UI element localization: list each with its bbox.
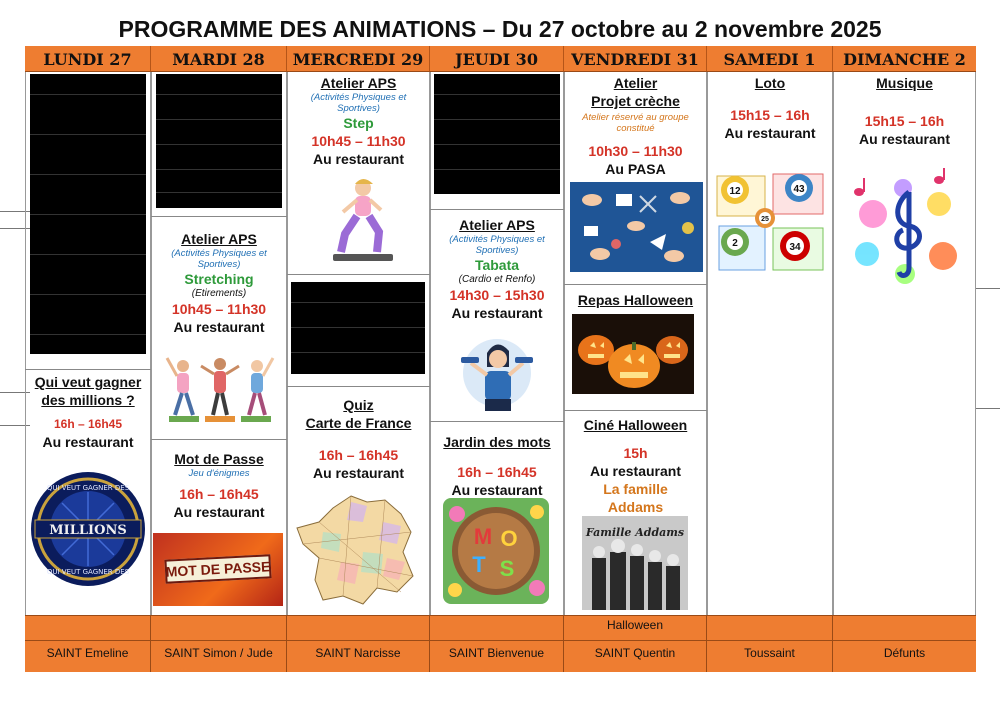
event-title: Atelier APS xyxy=(320,75,397,91)
event-title: Quiz xyxy=(343,397,374,413)
stray-line xyxy=(975,408,1000,409)
event-activity: Tabata xyxy=(474,257,520,273)
craft-workshop-image xyxy=(570,182,703,272)
event-subtitle: Jeu d'énigmes xyxy=(188,468,250,479)
saints-row xyxy=(25,640,976,672)
column-samedi xyxy=(707,72,833,615)
dimanche-musique-event xyxy=(835,74,974,148)
event-cell xyxy=(833,616,976,640)
event-subtitle: Atelier réservé au groupe constitué xyxy=(582,112,689,134)
event-cell xyxy=(430,616,564,640)
redacted-block xyxy=(156,74,282,208)
millions-logo-text: MILLIONS xyxy=(49,523,127,538)
event-cell xyxy=(25,616,151,640)
day-header-vendredi: VENDREDI 31 xyxy=(564,46,707,72)
day-header-samedi: SAMEDI 1 xyxy=(707,46,833,72)
film-title: La famille xyxy=(603,481,668,497)
jeudi-aps-event xyxy=(432,216,562,322)
day-header-mardi: MARDI 28 xyxy=(151,46,287,72)
event-place: Au PASA xyxy=(605,161,666,177)
event-subtitle: (Activités Physiques et Sportives) xyxy=(310,92,407,114)
event-time: 15h15 – 16h xyxy=(730,107,810,123)
events-row xyxy=(25,615,976,640)
mots-letter: M xyxy=(473,524,493,549)
event-title: Musique xyxy=(876,75,933,91)
day-header-mercredi: MERCREDI 29 xyxy=(287,46,430,72)
event-note: (Cardio et Renfo) xyxy=(458,274,536,285)
stray-line xyxy=(975,288,1000,289)
event-time: 10h45 – 11h30 xyxy=(171,301,267,317)
event-title: Mot de Passe xyxy=(174,451,264,467)
stretching-image xyxy=(163,346,277,426)
loto-ball-number: 43 xyxy=(793,184,805,195)
page-title: PROGRAMME DES ANIMATIONS – Du 27 octobre au 2 novembre 2025 xyxy=(118,16,882,42)
loto-ball-number: 12 xyxy=(729,186,741,197)
saint-cell: SAINT Narcisse xyxy=(287,641,430,672)
addams-family-poster-image xyxy=(582,516,688,610)
schedule-grid xyxy=(25,46,976,672)
redacted-block xyxy=(434,74,560,194)
event-title: des millions ? xyxy=(41,392,135,408)
event-cell xyxy=(287,616,430,640)
loto-ball-number: 2 xyxy=(732,238,738,249)
cell-divider xyxy=(25,369,151,370)
event-time: 16h – 16h45 xyxy=(318,447,399,463)
vendredi-cine-event xyxy=(566,416,705,516)
cell-divider xyxy=(430,209,564,210)
event-activity: Step xyxy=(343,115,374,131)
france-map-image xyxy=(293,492,425,610)
event-time: 16h – 16h45 xyxy=(457,464,537,480)
event-time: 14h30 – 15h30 xyxy=(449,287,545,303)
loto-ball-number: 34 xyxy=(789,242,801,253)
event-time: 15h15 – 16h xyxy=(864,113,945,129)
day-header-jeudi: JEUDI 30 xyxy=(430,46,564,72)
jeudi-jardin-event xyxy=(432,433,562,499)
event-time: 16h – 16h45 xyxy=(179,486,259,502)
saint-cell: SAINT Bienvenue xyxy=(430,641,564,672)
saint-cell: SAINT Simon / Jude xyxy=(151,641,287,672)
loto-balls-image xyxy=(713,166,827,278)
mots-letter: T xyxy=(472,552,486,577)
event-title: Repas Halloween xyxy=(577,292,694,308)
event-title: Qui veut gagner xyxy=(34,374,142,390)
column-dimanche xyxy=(833,72,976,615)
event-place: Au restaurant xyxy=(312,151,405,167)
millions-logo-image xyxy=(29,470,147,588)
day-header-lundi: LUNDI 27 xyxy=(25,46,151,72)
event-subtitle: (Activités Physiques et Sportives) xyxy=(449,234,545,256)
film-title: Addams xyxy=(607,499,664,515)
saint-cell: SAINT Emeline xyxy=(25,641,151,672)
event-title: Projet crèche xyxy=(591,93,680,109)
mot-de-passe-logo-image xyxy=(153,533,283,606)
event-title: Ciné Halloween xyxy=(583,417,688,433)
event-subtitle: (Activités Physiques et Sportives) xyxy=(171,248,267,270)
event-title: Carte de France xyxy=(305,415,412,431)
event-place: Au restaurant xyxy=(312,465,405,481)
poster-title-text: Famille Addams xyxy=(585,526,685,539)
lundi-qvgdm-event xyxy=(25,373,151,451)
event-place: Au restaurant xyxy=(724,125,816,141)
event-place: Au restaurant xyxy=(451,305,543,321)
event-cell xyxy=(707,616,833,640)
mercredi-aps-event xyxy=(289,74,428,168)
event-place: Au restaurant xyxy=(173,319,265,335)
cell-divider xyxy=(287,386,430,387)
svg-text:QUI VEUT GAGNER DES: QUI VEUT GAGNER DES xyxy=(46,568,130,576)
loto-ball-number: 25 xyxy=(761,216,769,223)
saint-cell: SAINT Quentin xyxy=(564,641,707,672)
cell-divider xyxy=(564,410,707,411)
step-exercise-image xyxy=(315,174,405,264)
mardi-aps-event xyxy=(153,230,285,336)
redacted-block xyxy=(30,74,146,354)
saint-cell: Défunts xyxy=(883,646,926,660)
saint-cell: Toussaint xyxy=(707,641,833,672)
event-place: Au restaurant xyxy=(173,504,265,520)
event-place: Au restaurant xyxy=(451,482,543,498)
halloween-pumpkins-image xyxy=(572,314,694,394)
event-title: Loto xyxy=(754,75,786,91)
event-time: 10h30 – 11h30 xyxy=(588,143,683,159)
event-time: 15h xyxy=(623,445,648,461)
day-header-dimanche: DIMANCHE 2 xyxy=(833,46,976,72)
mot-de-passe-logo-text: MOT DE PASSE xyxy=(165,558,271,580)
cell-divider xyxy=(430,421,564,422)
vendredi-repas-event xyxy=(566,291,705,309)
jardin-des-mots-image xyxy=(443,498,549,604)
event-cell: Halloween xyxy=(564,616,707,640)
event-activity: Stretching xyxy=(184,271,254,287)
event-title: Atelier APS xyxy=(181,231,257,247)
event-title: Jardin des mots xyxy=(443,434,551,450)
event-place: Au restaurant xyxy=(42,434,134,450)
dumbbell-workout-image xyxy=(451,333,543,413)
event-time: 16h – 16h45 xyxy=(53,417,123,431)
samedi-loto-event xyxy=(709,74,831,142)
vendredi-atelier-event xyxy=(566,74,705,178)
event-place: Au restaurant xyxy=(858,131,951,147)
event-title: Atelier APS xyxy=(459,217,535,233)
event-cell xyxy=(151,616,287,640)
cell-divider xyxy=(151,216,287,217)
millions-logo-ring-text: QUI VEUT GAGNER DES xyxy=(46,484,130,492)
cell-divider xyxy=(151,439,287,440)
mots-letter: O xyxy=(500,526,518,551)
event-time: 10h45 – 11h30 xyxy=(311,133,406,149)
mots-letter: S xyxy=(499,556,515,581)
cell-divider xyxy=(287,274,430,275)
mercredi-quiz-event xyxy=(289,396,428,482)
mardi-mdp-event xyxy=(153,450,285,521)
event-note: (Etirements) xyxy=(191,288,247,299)
event-title: Atelier xyxy=(613,75,658,91)
event-place: Au restaurant xyxy=(589,463,682,479)
redacted-block xyxy=(291,282,425,374)
music-notes-image xyxy=(843,164,967,294)
cell-divider xyxy=(564,284,707,285)
